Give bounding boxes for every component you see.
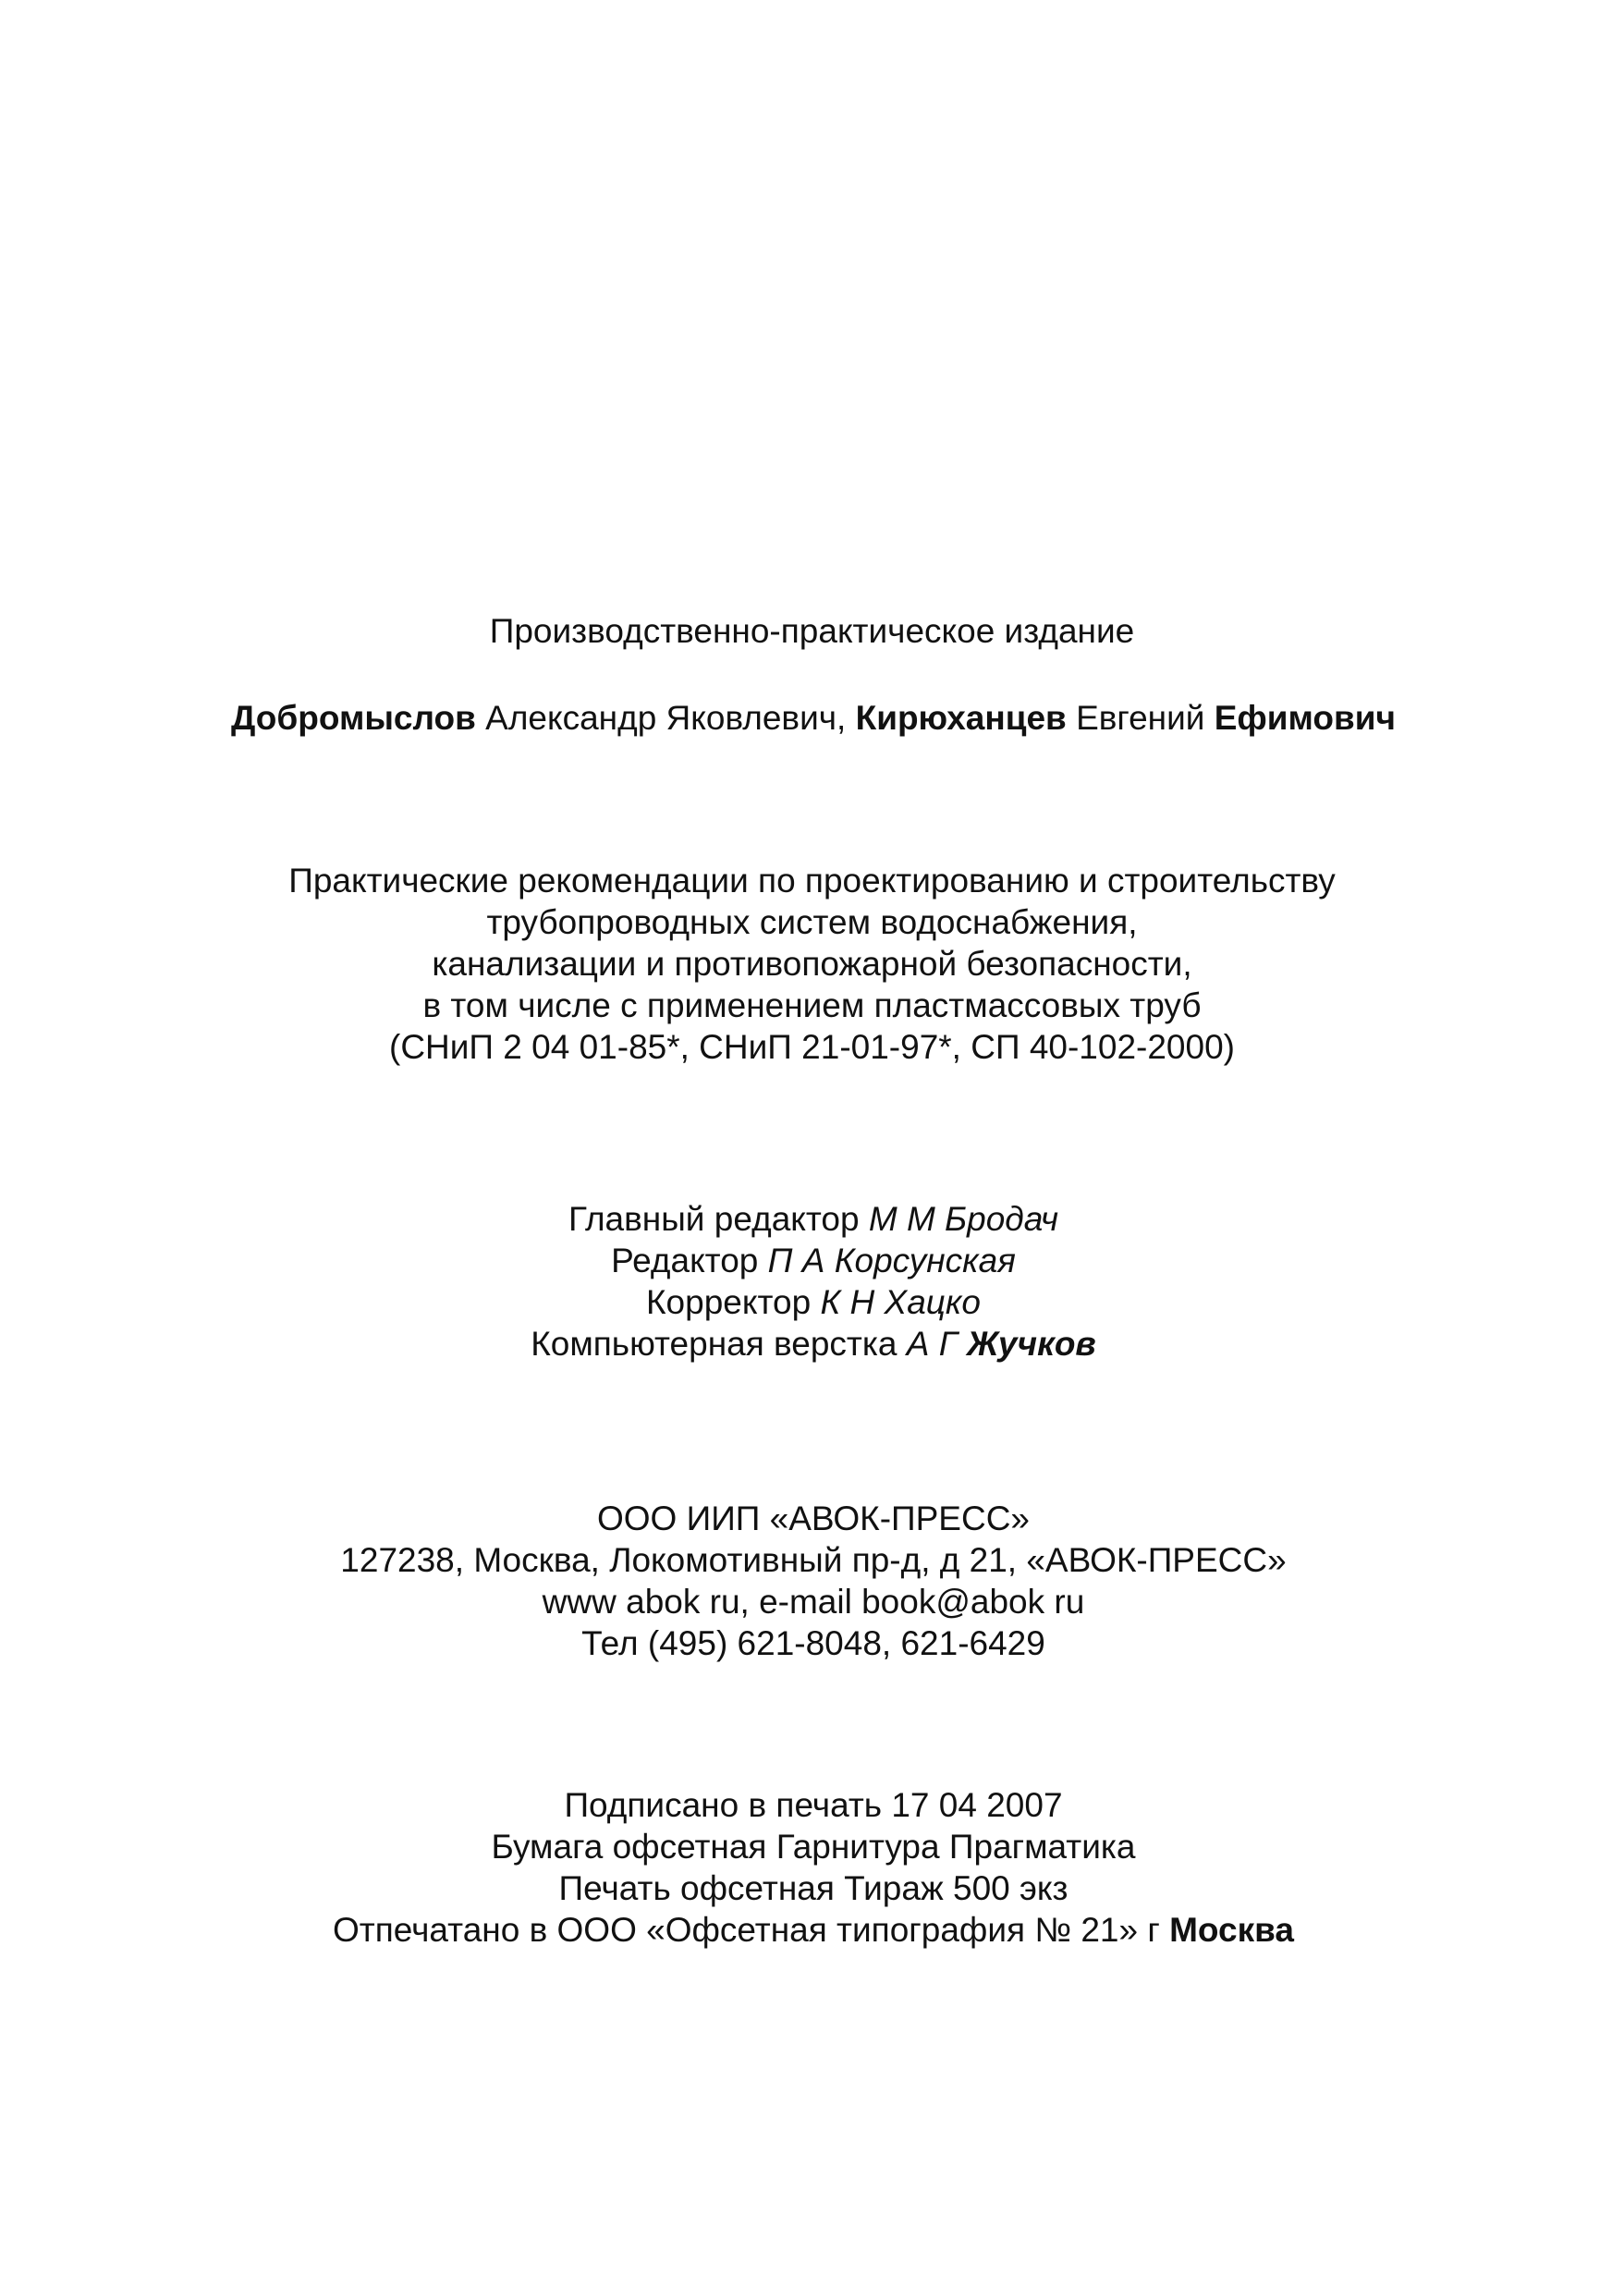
print-imprint bbox=[0, 1784, 1624, 1951]
editor-name: П А Корсунская bbox=[767, 1242, 1016, 1279]
credits bbox=[0, 1198, 1624, 1365]
layout-label: Компьютерная верстка bbox=[531, 1325, 907, 1363]
paper-typeface: Бумага офсетная Гарнитура Прагматика bbox=[491, 1828, 1136, 1866]
publisher-name: ООО ИИП «АВОК-ПРЕСС» bbox=[596, 1499, 1030, 1537]
title-line: (СНиП 2 04 01-85*, СНиП 21-01-97*, СП 40-102-2000) bbox=[389, 1028, 1235, 1066]
author2-patronymic: Ефимович bbox=[1214, 699, 1396, 737]
proofreader-name: К Н Хацко bbox=[820, 1283, 981, 1321]
title-line: канализации и противопожарной безопасности, bbox=[432, 945, 1192, 983]
publisher-web: www abok ru, e-mail book@abok ru bbox=[542, 1583, 1085, 1621]
print-run: Печать офсетная Тираж 500 экз bbox=[558, 1869, 1068, 1907]
publisher-address: 127238, Москва, Локомотивный пр-д, д 21, «АВОК-ПРЕСС» bbox=[340, 1541, 1287, 1579]
author1-surname: Добромыслов bbox=[230, 699, 476, 737]
title-line: Практические рекомендации по проектированию и строительству bbox=[288, 862, 1336, 900]
proofreader-label: Корректор bbox=[646, 1283, 821, 1321]
edition-type-text: Производственно-практическое издание bbox=[489, 612, 1135, 650]
author1-name: Александр Яковлевич, bbox=[475, 699, 856, 737]
printed-by-line bbox=[0, 1909, 1624, 1951]
publisher-info bbox=[0, 1498, 1624, 1664]
book-title bbox=[0, 860, 1624, 1068]
signed-to-print: Подписано в печать 17 04 2007 bbox=[564, 1786, 1063, 1824]
author2-surname: Кирюханцев bbox=[855, 699, 1067, 737]
layout-surname: Жучков bbox=[967, 1325, 1096, 1363]
layout-initials: А Г bbox=[906, 1325, 968, 1363]
title-line: в том числе с применением пластмассовых труб bbox=[422, 986, 1202, 1024]
chief-editor-label: Главный редактор bbox=[568, 1200, 869, 1238]
author2-name: Евгений bbox=[1066, 699, 1215, 737]
title-line: трубопроводных систем водоснабжения, bbox=[486, 903, 1138, 941]
editor-label: Редактор bbox=[611, 1242, 768, 1279]
authors-text bbox=[0, 697, 1624, 739]
layout-line bbox=[0, 1323, 1624, 1365]
edition-type bbox=[0, 610, 1624, 652]
chief-editor-name: М М Бродач bbox=[868, 1200, 1058, 1238]
editor-line bbox=[0, 1240, 1624, 1281]
publisher-phone: Тел (495) 621-8048, 621-6429 bbox=[581, 1624, 1045, 1662]
printed-city: Москва bbox=[1169, 1911, 1294, 1949]
proofreader-line bbox=[0, 1281, 1624, 1323]
chief-editor-line bbox=[0, 1198, 1624, 1240]
authors-line bbox=[0, 697, 1624, 739]
printed-by-text: Отпечатано в ООО «Офсетная типография № 21» г bbox=[333, 1911, 1170, 1949]
